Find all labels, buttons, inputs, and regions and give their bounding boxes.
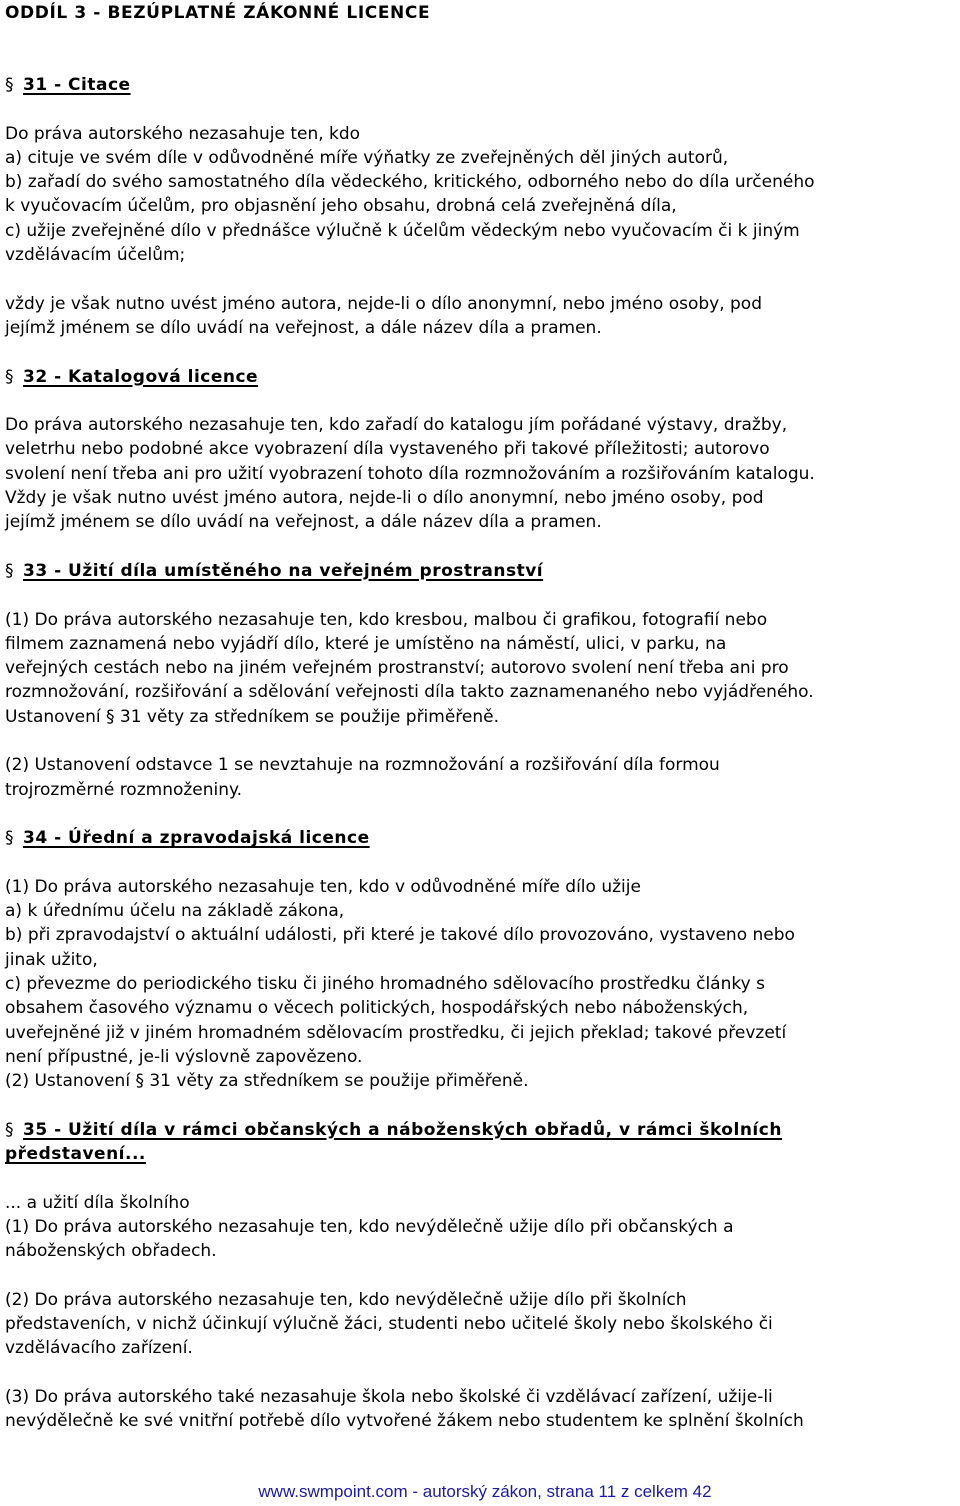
section-heading-35-continued: představení... xyxy=(5,1144,146,1165)
text-line: a) k úřednímu účelu na základě zákona, xyxy=(5,901,345,922)
text-line xyxy=(5,1264,957,1288)
text-line: filmem zaznamená nebo vyjádří dílo, které je umístěno na náměstí, ulici, v parku, na xyxy=(5,633,727,654)
text-line: vzdělávacího zařízení. xyxy=(5,1338,193,1359)
section-heading-text: 34 - Úřední a zpravodajská licence xyxy=(23,828,370,849)
section-sign: § xyxy=(5,366,14,387)
text-line: náboženských obřadech. xyxy=(5,1241,217,1262)
text-line xyxy=(5,1361,957,1385)
spacer xyxy=(5,340,957,364)
text-line: b) při zpravodajství o aktuální události, při které je takové dílo provozováno, vystaveno nebo xyxy=(5,925,795,946)
text-line: (3) Do práva autorského také nezasahuje škola nebo školské či vzdělávací zařízení, užije-li xyxy=(5,1387,773,1408)
spacer xyxy=(5,97,957,121)
text-line: (1) Do práva autorského nezasahuje ten, kdo nevýdělečně užije dílo při občanských a xyxy=(5,1216,734,1237)
page-footer: www.swmpoint.com - autorský zákon, strana 11 z celkem 42 xyxy=(258,1482,712,1501)
text-line: vzdělávacím účelům; xyxy=(5,245,186,266)
text-line: ... a užití díla školního xyxy=(5,1192,190,1213)
text-line xyxy=(5,729,957,753)
spacer xyxy=(5,25,957,73)
section-sign: § xyxy=(5,560,14,581)
section-heading-text: 31 - Citace xyxy=(23,75,131,95)
text-line: vždy je však nutno uvést jméno autora, nejde-li o dílo anonymní, nebo jméno osoby, pod xyxy=(5,293,762,314)
chapter-title: ODDÍL 3 - BEZÚPLATNÉ ZÁKONNÉ LICENCE xyxy=(5,3,431,23)
text-line: jinak užito, xyxy=(5,949,98,970)
text-line: trojrozměrné rozmnoženiny. xyxy=(5,779,243,800)
section-body-31 xyxy=(5,122,957,341)
text-line: veletrhu nebo podobné akce vyobrazení díla vystaveného při takové příležitosti; autorovo xyxy=(5,439,770,460)
text-line: b) zařadí do svého samostatného díla vědeckého, kritického, odborného nebo do díla určeného xyxy=(5,172,815,193)
document-page xyxy=(5,1,957,1434)
spacer xyxy=(5,802,957,826)
text-line: (2) Ustanovení odstavce 1 se nevztahuje na rozmnožování a rozšiřování díla formou xyxy=(5,755,720,776)
spacer xyxy=(5,535,957,559)
section-sign: § xyxy=(5,75,14,95)
section-body-35 xyxy=(5,1191,957,1434)
text-line: nevýdělečně ke své vnitřní potřebě dílo vytvořené žákem nebo studentem ke splnění školních xyxy=(5,1411,804,1432)
text-line xyxy=(5,267,957,291)
text-line: Ustanovení § 31 věty za středníkem se použije přiměřeně. xyxy=(5,706,500,727)
text-line: jejímž jménem se dílo uvádí na veřejnost, a dále název díla a pramen. xyxy=(5,512,602,533)
section-heading-33 xyxy=(5,559,957,583)
text-line: svolení není třeba ani pro užití vyobrazení tohoto díla rozmnožováním a rozšiřováním katalogu. xyxy=(5,463,815,484)
text-line: Do práva autorského nezasahuje ten, kdo zařadí do katalogu jím pořádané výstavy, dražby, xyxy=(5,415,788,436)
text-line: není přípustné, je-li výslovně zapovězeno. xyxy=(5,1046,363,1067)
text-line: představeních, v nichž účinkují výlučně žáci, studenti nebo učitelé školy nebo školského či xyxy=(5,1314,773,1335)
section-heading-31 xyxy=(5,73,957,97)
text-line: obsahem časového významu o věcech politických, hospodářských nebo náboženských, xyxy=(5,998,749,1019)
spacer xyxy=(5,389,957,413)
spacer xyxy=(5,1166,957,1190)
section-body-32 xyxy=(5,413,957,534)
text-line: c) převezme do periodického tisku či jiného hromadného sdělovacího prostředku články s xyxy=(5,973,765,994)
section-heading-text: 33 - Užití díla umístěného na veřejném prostranství xyxy=(23,560,544,581)
text-line: (1) Do práva autorského nezasahuje ten, kdo v odůvodněné míře dílo užije xyxy=(5,876,641,897)
section-sign: § xyxy=(5,828,14,849)
text-line: (2) Ustanovení § 31 věty za středníkem se použije přiměřeně. xyxy=(5,1071,529,1092)
text-line: Vždy je však nutno uvést jméno autora, nejde-li o dílo anonymní, nebo jméno osoby, pod xyxy=(5,488,764,509)
text-line: (2) Do práva autorského nezasahuje ten, kdo nevýdělečně užije dílo při školních xyxy=(5,1289,687,1310)
section-heading-text: 35 - Užití díla v rámci občanských a náboženských obřadů, v rámci školních xyxy=(23,1119,782,1140)
text-line: k vyučovacím účelům, pro objasnění jeho obsahu, drobná celá zveřejněná díla, xyxy=(5,196,677,217)
text-line: veřejných cestách nebo na jiném veřejném prostranství; autorovo svolení není třeba ani pro xyxy=(5,658,789,679)
text-line: jejímž jménem se dílo uvádí na veřejnost, a dále název díla a pramen. xyxy=(5,317,602,338)
text-line: (1) Do práva autorského nezasahuje ten, kdo kresbou, malbou či grafikou, fotografií nebo xyxy=(5,609,768,630)
section-heading-34 xyxy=(5,826,957,850)
section-body-34 xyxy=(5,875,957,1094)
text-line: rozmnožování, rozšiřování a sdělování veřejnosti díla takto zaznamenaného nebo vyjádřeného. xyxy=(5,682,814,703)
section-sign: § xyxy=(5,1119,14,1140)
section-heading-32 xyxy=(5,365,957,389)
text-line: uveřejněné již v jiném hromadném sdělovacím prostředku, či jejich překlad; takové převzetí xyxy=(5,1022,787,1043)
section-heading-text: 32 - Katalogová licence xyxy=(23,366,259,387)
text-line: a) cituje ve svém díle v odůvodněné míře výňatky ze zveřejněných děl jiných autorů, xyxy=(5,147,729,168)
text-line: Do práva autorského nezasahuje ten, kdo xyxy=(5,123,361,144)
text-line: c) užije zveřejněné dílo v přednášce výlučně k účelům vědeckým nebo vyučovacím či k jiným xyxy=(5,220,800,241)
spacer xyxy=(5,1093,957,1117)
section-heading-35 xyxy=(5,1118,957,1142)
section-body-33 xyxy=(5,608,957,802)
spacer xyxy=(5,583,957,607)
spacer xyxy=(5,851,957,875)
